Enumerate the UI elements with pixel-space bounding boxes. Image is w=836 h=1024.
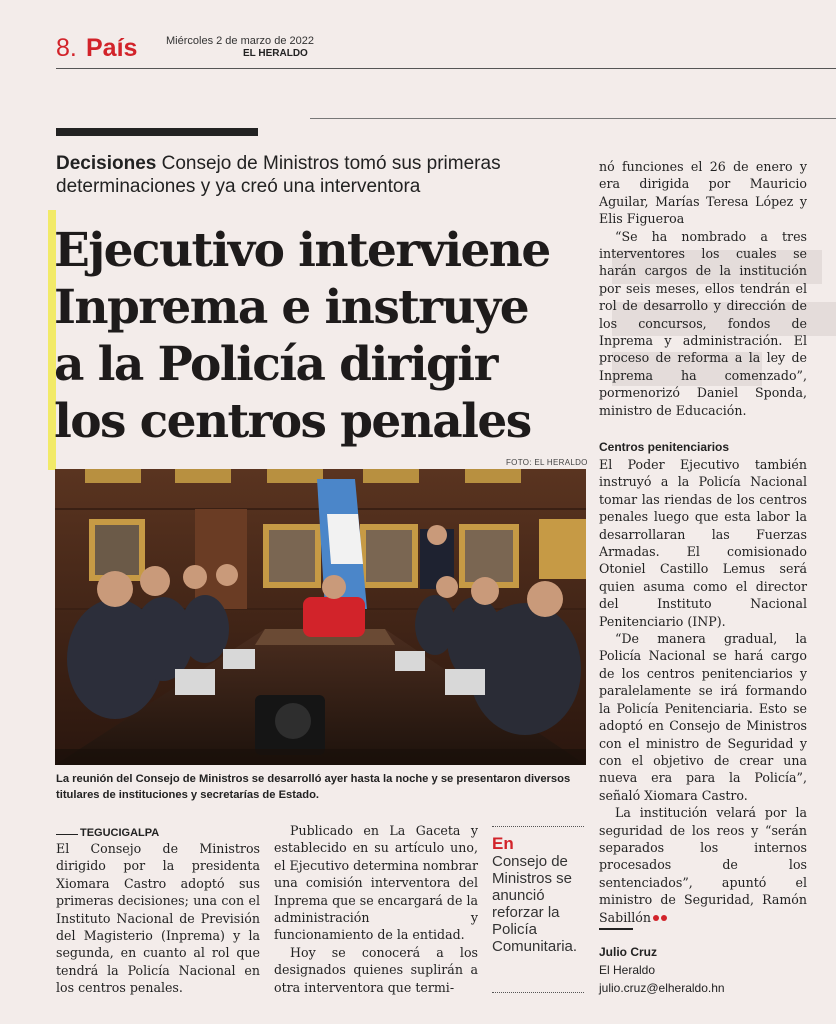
headline-line: Ejecutivo interviene [54,223,550,278]
meeting-photo-illustration [55,469,586,765]
headline-line: los centros penales [54,394,531,449]
headline-line: Inprema e instruye [54,280,529,335]
paragraph: nó funciones el 26 de enero y era dirigida por Mauricio Aguilar, Marías Teresa López y Elis Figueroa [599,159,807,227]
paragraph: Publicado en La Gaceta y establecido en su artículo uno, el Ejecutivo determina nombrar una comisión interventora del Inprema que se encargará de la administración y funcionamiento de la entidad. [274,823,478,943]
headline [54,222,594,450]
paragraph: “Se ha nombrado a tres interventores los cuales se harán cargos de la institución por seis meses, ellos tendrán el rol de desarrollo y dirección de los concursos, fondos de Inprema y administración. El proceso de reforma a la ley de Inprema ha comenzado”, pormenorizó Daniel Sponda, ministro de Educación. [599,228,807,418]
paragraph: El Consejo de Ministros dirigido por la presidenta Xiomara Castro adoptó sus primeras decisiones; una con el Instituto Nacional de Previsión del Magisterio (Inprema) y la segunda, en cuanto al rol que tendrá la Policía Nacional en los centros penales. [56,841,260,996]
byline-outlet: El Heraldo [599,963,656,977]
header-rule [56,68,836,69]
news-photo [55,469,586,765]
paragraph-final [599,804,807,926]
article-column-2 [274,822,478,996]
subheading: Centros penitenciarios [599,440,730,454]
paragraph: El Poder Ejecutivo también instruyó a la Policía Nacional tomar las riendas de los centros penales luego que esta labor la desarrollaran las Fuerzas Armadas. El comisionado Otoniel Castillo Lemus será quien asuma como el director del Instituto Nacional Penitenciario (INP). [599,457,807,629]
pull-quote-lead: En [492,834,514,853]
pull-quote-rule [492,826,584,827]
photo-credit: FOTO: EL HERALDO [506,458,588,467]
byline-rule [599,928,633,930]
section-name: País [86,34,138,62]
article-column-3-continued [599,456,807,926]
kicker-label: Decisiones [56,153,157,174]
headline-line: a la Policía dirigir [54,337,497,392]
paragraph: “De manera gradual, la Policía Nacional se hará cargo de los centros penitenciarios y paralelamente se irá formando la Policía Penitenciaria. Esto se adoptó en Consejo de Ministros con el ministro de Seguridad y con el objetivo de crear una nueva era para la Policía”, señaló Xiomara Castro. [599,631,807,803]
issue-date: Miércoles 2 de marzo de 2022 [166,35,314,47]
paragraph: La institución velará por la seguridad de los reos y “serán separados los internos procesados de los sentenciados”, apuntó el ministro de Seguridad, Ramón Sabillón [599,805,807,925]
paragraph: Hoy se conocerá a los designados quienes suplirán a otra interventora que termi- [274,944,478,995]
byline-name: Julio Cruz [599,945,658,959]
dateline-rule [56,834,78,835]
kicker-text: Consejo de Ministros tomó sus primeras determinaciones y ya creó una interventora [56,153,501,197]
article-top-bar [56,128,258,136]
end-mark-icon [661,915,667,921]
dateline: TEGUCIGALPA [80,827,160,839]
page-number: 8. [56,34,77,62]
kicker [56,152,586,198]
header-rule-secondary [310,118,836,119]
pull-quote-text: Consejo de Ministros se anunció reforzar la Policía Comunitaria. [492,853,578,955]
end-mark-icon [653,915,659,921]
article-column-1 [56,840,260,997]
byline-email: julio.cruz@elheraldo.hn [599,981,725,995]
newspaper-name: EL HERALDO [243,48,308,59]
article-column-3 [599,158,807,419]
pull-quote-rule [492,992,584,993]
photo-caption: La reunión del Consejo de Ministros se desarrolló ayer hasta la noche y se presentaron diversos titulares de instituciones y secretarías de Estado. [56,773,571,801]
